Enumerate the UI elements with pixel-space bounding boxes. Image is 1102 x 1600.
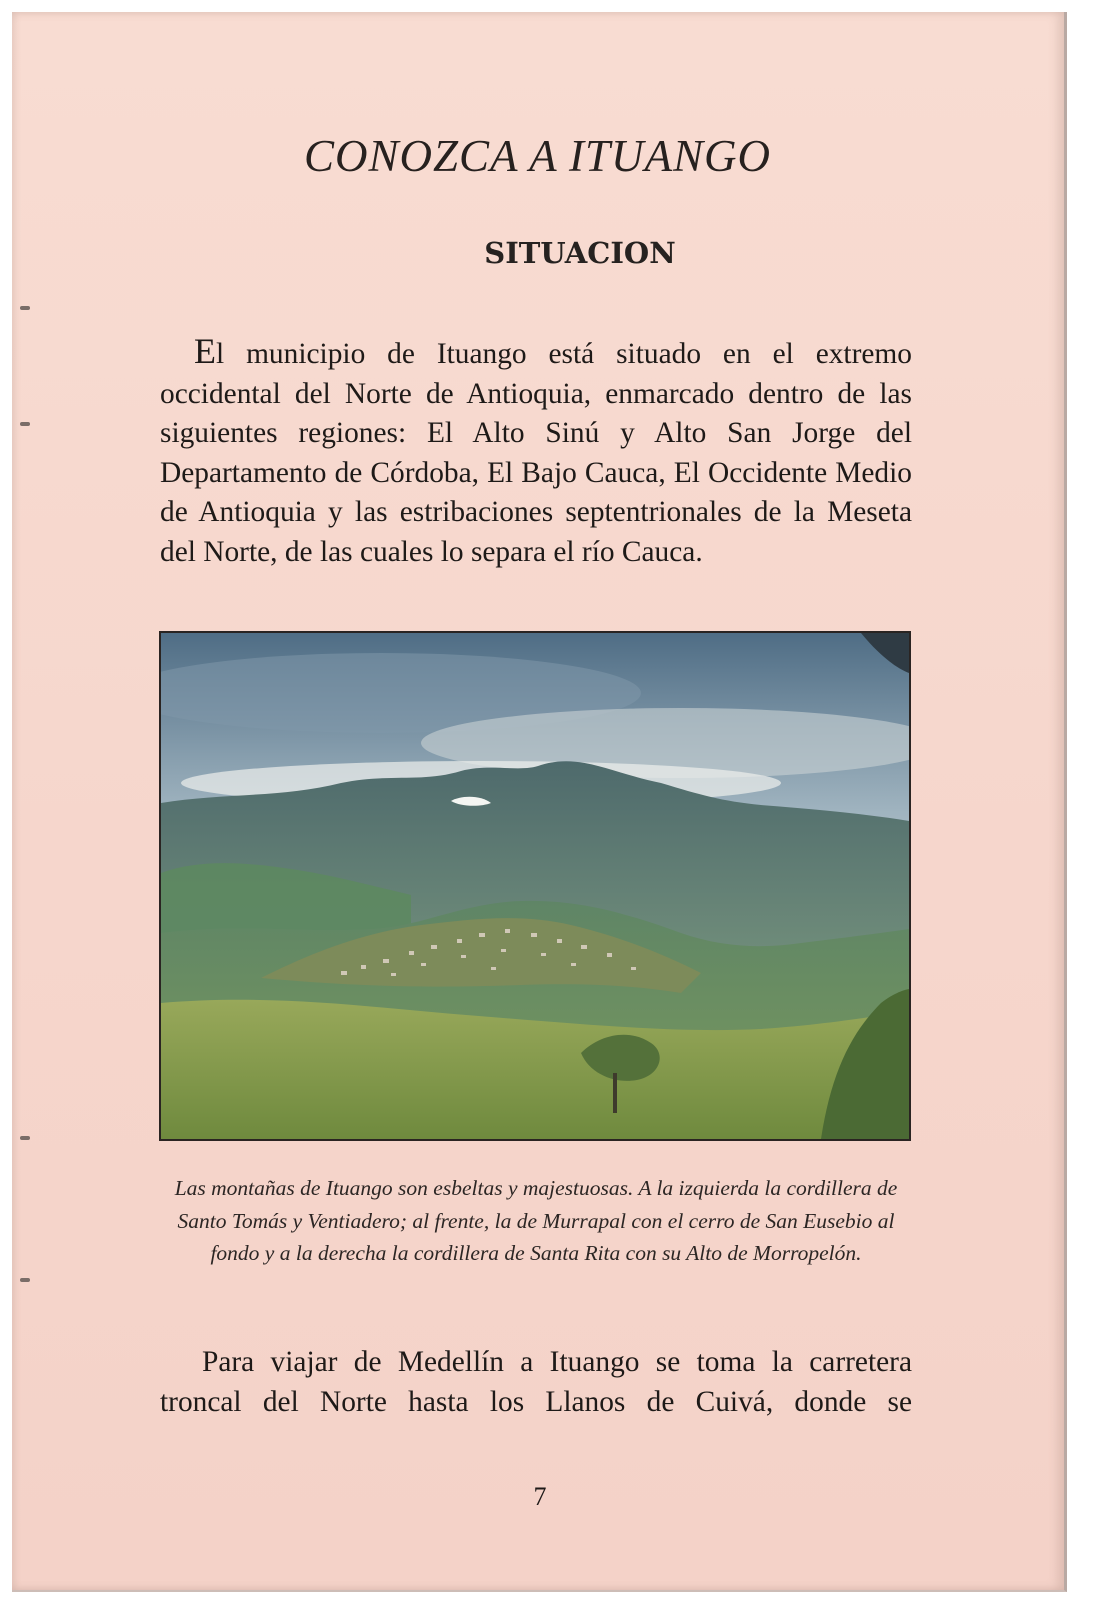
- staple-mark: [20, 306, 30, 310]
- paragraph-situacion: [160, 332, 912, 572]
- staple-mark: [20, 1278, 30, 1282]
- section-heading: SITUACION: [484, 236, 676, 270]
- photo-caption: Las montañas de Ituango son esbeltas y majestuosas. A la izquierda la cordillera de Santo Tomás y Ventiadero; al frente, la de Murrapal con el cerro de San Eusebio al fondo y a la derecha la cordillera de Santa Rita con su Alto de Morropelón.: [174, 1176, 898, 1265]
- paragraph-initial: E: [194, 331, 216, 371]
- paragraph-travel: Para viajar de Medellín a Ituango se toma la carretera troncal del Norte hasta los Llanos de Cuivá, donde se: [160, 1346, 912, 1418]
- staple-mark: [20, 1136, 30, 1140]
- page-number: 7: [533, 1482, 547, 1511]
- page-title: CONOZCA A ITUANGO: [303, 131, 772, 181]
- staple-mark: [20, 422, 30, 426]
- mountain-landscape-image: [161, 633, 909, 1139]
- landscape-photo: [159, 631, 911, 1141]
- paragraph-body: l municipio de Ituango está situado en el extremo occidental del Norte de Antioquia, enmarcado dentro de las siguientes regiones: El Alto Sinú y Alto San Jorge del Departamento de Córdoba, El Bajo Cauca, El Occidente Medio de Antioquia y las estribaciones septentrionales de la Meseta del Norte, de las cuales lo separa el río Cauca.: [160, 338, 912, 568]
